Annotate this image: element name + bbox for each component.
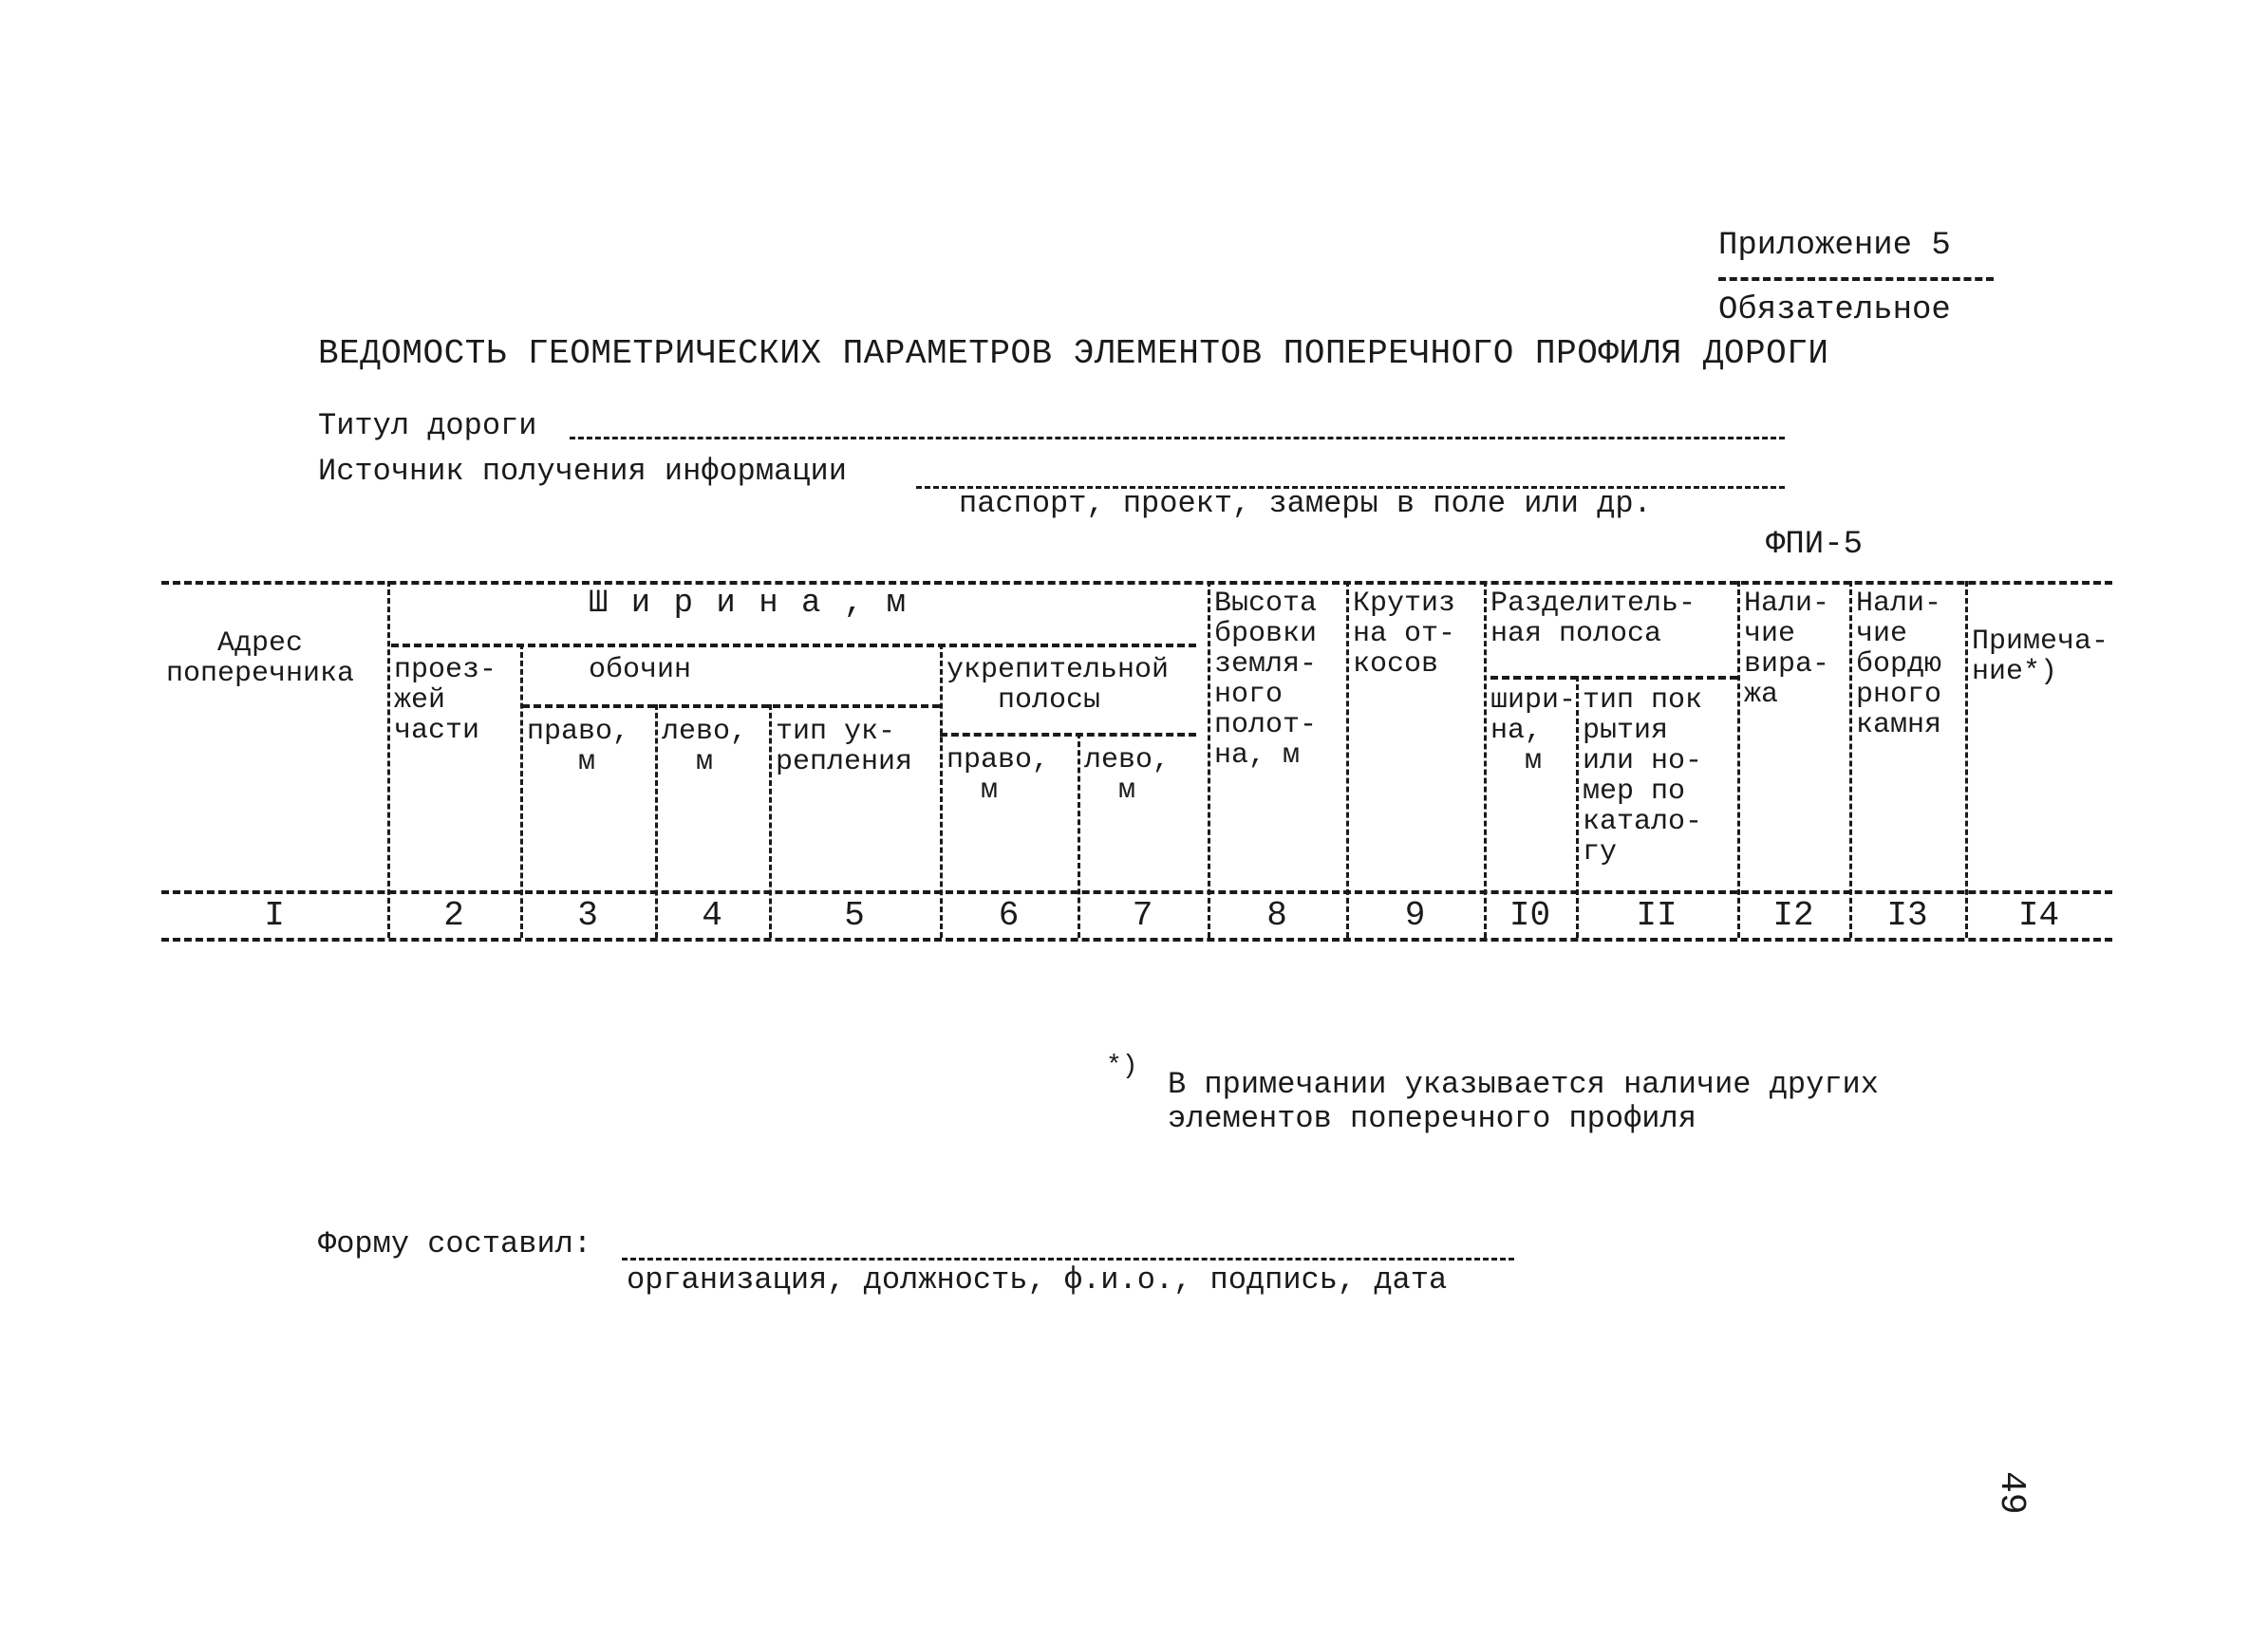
table-top-border xyxy=(161,581,2112,585)
col-header-strip-left: лево, м xyxy=(1084,744,1171,807)
document-title: ВЕДОМОСТЬ ГЕОМЕТРИЧЕСКИХ ПАРАМЕТРОВ ЭЛЕМЕНТОВ ПОПЕРЕЧНОГО ПРОФИЛЯ ДОРОГИ xyxy=(318,334,1829,373)
source-hint: паспорт, проект, замеры в поле или др. xyxy=(959,486,1652,521)
col-header-reinforcement-type: тип ук- репления xyxy=(776,716,913,778)
col-number: 7 xyxy=(1132,896,1153,935)
col-header-shoulder-left: лево, м xyxy=(662,716,748,778)
strip-divider xyxy=(940,733,1196,737)
col-number: 2 xyxy=(443,896,464,935)
col-number: I xyxy=(264,896,285,935)
col-header-edge-height: Высота бровки земля- ного полот- на, м xyxy=(1214,588,1318,772)
width-group-divider xyxy=(391,644,1196,647)
strip-group-header: укрепительной полосы xyxy=(947,654,1170,717)
col-header-slope: Крутиз на от- косов xyxy=(1353,588,1456,681)
col-header-shoulder-right: право, м xyxy=(527,716,630,778)
width-group-header: Ш и р и н а , м xyxy=(589,586,909,622)
col-number: II xyxy=(1636,896,1678,935)
signature-field[interactable] xyxy=(622,1258,1514,1261)
col-number: I3 xyxy=(1886,896,1928,935)
shoulders-group-header: обочин xyxy=(589,654,692,686)
col-sep-11 xyxy=(1737,581,1740,938)
road-title-field[interactable] xyxy=(570,437,1785,439)
col-sep-2 xyxy=(520,644,523,938)
composed-label: Форму составил: xyxy=(318,1226,592,1261)
footnote-mark: *) xyxy=(1106,1052,1138,1081)
col-header-notes: Примеча- ние*) xyxy=(1972,626,2109,688)
header-bottom-border xyxy=(161,890,2112,894)
shoulders-divider xyxy=(522,704,940,708)
col-sep-13 xyxy=(1965,581,1968,938)
col-sep-9 xyxy=(1484,581,1487,938)
col-sep-12 xyxy=(1849,581,1852,938)
signature-hint: организация, должность, ф.и.о., подпись, дата xyxy=(627,1262,1448,1298)
col-number: I4 xyxy=(2017,896,2060,935)
appendix-underline xyxy=(1718,277,1994,281)
source-label: Источник получения информации xyxy=(318,454,847,489)
form-code: ФПИ-5 xyxy=(1766,527,1864,563)
col-number: 4 xyxy=(702,896,722,935)
col-sep-7 xyxy=(1208,581,1210,938)
col-header-curb: Нали- чие бордю рного камня xyxy=(1856,588,1942,741)
divider-strip-divider xyxy=(1490,676,1737,680)
col-number: 8 xyxy=(1266,896,1287,935)
mandatory-label: Обязательное xyxy=(1718,292,1951,328)
col-header-address: Адрес поперечника xyxy=(166,627,355,690)
road-title-label: Титул дороги xyxy=(318,408,537,443)
page-number: 49 xyxy=(1991,1471,2032,1515)
appendix-label: Приложение 5 xyxy=(1718,228,1951,264)
col-sep-5 xyxy=(940,644,943,938)
col-sep-8 xyxy=(1346,581,1349,938)
col-header-divider-width: шири- на, м xyxy=(1490,684,1577,777)
col-number: I2 xyxy=(1772,896,1814,935)
footnote-text: В примечании указывается наличие других элементов поперечного профиля xyxy=(1168,1067,1879,1136)
col-number: I0 xyxy=(1509,896,1551,935)
col-number: 5 xyxy=(844,896,865,935)
col-sep-1 xyxy=(387,581,390,938)
col-header-strip-right: право, м xyxy=(947,744,1050,807)
table-bottom-border xyxy=(161,938,2112,942)
divider-group-header: Разделитель- ная полоса xyxy=(1490,588,1696,650)
col-header-carriageway: проез- жей части xyxy=(394,654,497,747)
col-number: 6 xyxy=(998,896,1020,935)
col-number: 3 xyxy=(577,896,598,935)
col-header-divider-coating: тип пок рытия или но- мер по катало- гу xyxy=(1583,684,1703,869)
col-header-superelevation: Нали- чие вира- жа xyxy=(1744,588,1830,711)
col-number: 9 xyxy=(1404,896,1426,935)
